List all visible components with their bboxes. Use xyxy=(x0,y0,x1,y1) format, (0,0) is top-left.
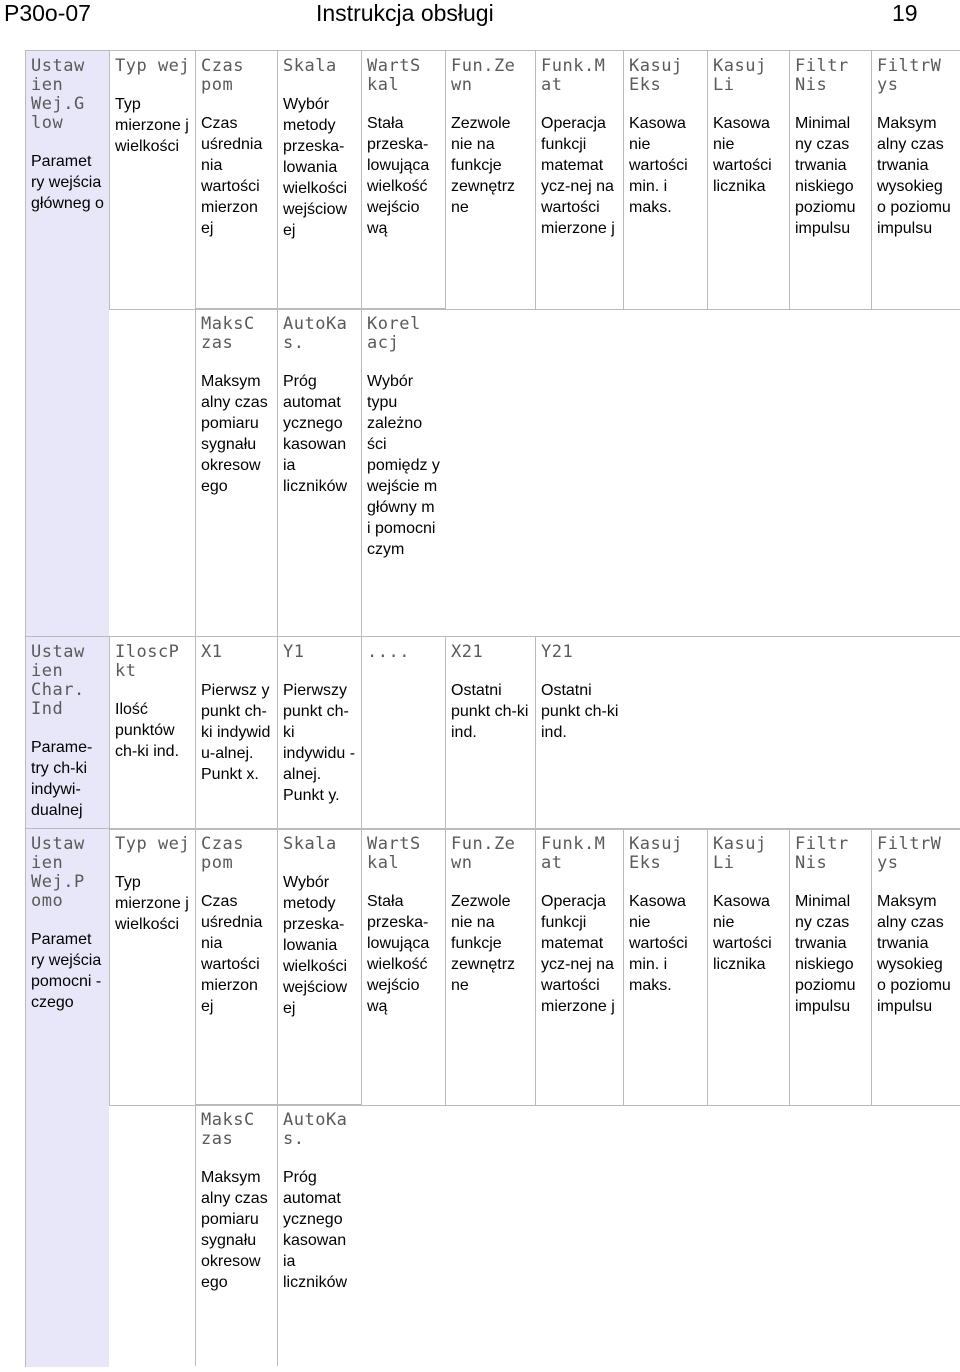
parameter-description: Pierwsz y punkt ch-ki indywid u-alnej. Punkt x. xyxy=(201,682,271,783)
parameter-description: Wybór metody przeska- lowania wielkości wejściow ej xyxy=(283,96,348,239)
menu-item xyxy=(195,637,277,829)
submenu-item xyxy=(195,308,277,636)
menu-item xyxy=(277,637,361,829)
page-number: 19 xyxy=(892,0,918,26)
parameter-code: MaksC zas xyxy=(201,314,255,353)
parameter-code: Ustaw ien Char. Ind xyxy=(31,642,85,719)
parameter-code: Fun.Ze wn xyxy=(451,834,516,873)
parameter-description: Stała przeska- lowująca wielkość wejścio wą xyxy=(367,893,430,1015)
menu-item xyxy=(195,51,277,309)
parameter-description: Typ mierzone j wielkości xyxy=(115,96,189,155)
parameter-description: Ilość punktów ch-ki ind. xyxy=(115,701,180,760)
parameter-description: Paramet ry wejścia pomocni - czego xyxy=(31,931,102,1011)
parameter-code: Kasuj Li xyxy=(713,56,767,95)
parameter-code: Czas pom xyxy=(201,56,244,95)
parameter-code: Korel acj xyxy=(367,314,421,353)
parameter-code: Filtr Nis xyxy=(795,834,849,873)
parameter-description: Kasowa nie wartości licznika xyxy=(713,893,772,973)
parameter-description: Stała przeska- lowująca wielkość wejścio wą xyxy=(367,115,430,237)
parameter-description: Operacja funkcji matemat ycz-nej na wartości mierzone j xyxy=(541,893,615,1015)
menu-item xyxy=(871,51,960,309)
parameter-code: Typ wej xyxy=(115,834,191,854)
parameter-code: IloscP kt xyxy=(115,642,180,681)
parameter-description: Zezwole nie na funkcje zewnętrz ne xyxy=(451,115,516,216)
parameter-description: Pierwszy punkt ch-ki indywidu -alnej. Punkt y. xyxy=(283,682,356,804)
parameter-code: Skala xyxy=(283,834,337,854)
parameter-description: Kasowa nie wartości min. i maks. xyxy=(629,115,688,216)
page-header xyxy=(0,0,960,40)
parameter-description: Maksym alny czas pomiaru sygnału okresow ego xyxy=(201,1169,268,1291)
parameter-code: MaksC zas xyxy=(201,1110,255,1149)
menu-item xyxy=(445,51,535,309)
parameter-description: Maksym alny czas trwania wysokieg o poziomu impulsu xyxy=(877,893,951,1015)
parameter-description: Minimal ny czas trwania niskiego poziomu impulsu xyxy=(795,893,856,1015)
submenu-item xyxy=(277,308,361,636)
menu-row-row_pomo xyxy=(25,828,960,1106)
menu-item xyxy=(109,637,195,829)
parameter-code: Filtr Nis xyxy=(795,56,849,95)
parameter-code: Kasuj Eks xyxy=(629,56,683,95)
parameter-description: Czas uśrednia nia wartości mierzon ej xyxy=(201,893,263,1015)
parameter-code: Typ wej xyxy=(115,56,191,76)
menu-item xyxy=(361,829,445,1105)
parameter-description: Czas uśrednia nia wartości mierzon ej xyxy=(201,115,263,237)
parameter-description: Próg automat ycznego kasowan ia liczników xyxy=(283,1169,348,1291)
submenu-row-row_glow xyxy=(25,308,960,636)
parameter-code: Ustaw ien Wej.P omo xyxy=(31,834,85,911)
parameter-code: FiltrW ys xyxy=(877,834,942,873)
parameter-code: FiltrW ys xyxy=(877,56,942,95)
menu-item xyxy=(361,637,445,829)
menu-item xyxy=(789,829,871,1105)
menu-item xyxy=(195,829,277,1105)
parameter-description: Paramet ry wejścia główneg o xyxy=(31,153,104,212)
menu-item xyxy=(535,51,623,309)
parameter-code: X1 xyxy=(201,642,223,662)
parameter-code: AutoKa s. xyxy=(283,314,348,353)
menu-item xyxy=(445,829,535,1105)
parameter-code: .... xyxy=(367,642,410,662)
submenu-item xyxy=(195,1104,277,1366)
parameter-description: Wybór typu zależno ści pomiędz y wejście m główny m i pomocni czym xyxy=(367,373,440,558)
menu-item xyxy=(707,51,789,309)
parameter-code: Fun.Ze wn xyxy=(451,56,516,95)
menu-item xyxy=(109,51,195,309)
menu-item xyxy=(445,637,535,829)
parameter-description: Maksym alny czas pomiaru sygnału okresow ego xyxy=(201,373,268,495)
menu-item xyxy=(789,51,871,309)
parameter-description: Parame- try ch-ki indywi- dualnej xyxy=(31,739,93,819)
parameter-description: Próg automat ycznego kasowan ia liczników xyxy=(283,373,348,495)
parameter-description: Operacja funkcji matemat ycz-nej na wartości mierzone j xyxy=(541,115,615,237)
menu-item xyxy=(535,829,623,1105)
parameter-description: Wybór metody przeska- lowania wielkości wejściow ej xyxy=(283,874,348,1017)
parameter-code: Ustaw ien Wej.G low xyxy=(31,56,85,133)
document-title: Instrukcja obsługi xyxy=(316,0,494,26)
parameter-code: WartS kal xyxy=(367,56,421,95)
parameter-description: Ostatni punkt ch-ki ind. xyxy=(541,682,619,741)
submenu-item xyxy=(277,1104,361,1366)
menu-item xyxy=(623,51,707,309)
submenu-row-row_pomo xyxy=(25,1104,960,1366)
parameter-description: Ostatni punkt ch-ki ind. xyxy=(451,682,529,741)
parameter-code: Kasuj Eks xyxy=(629,834,683,873)
parameter-description: Minimal ny czas trwania niskiego poziomu impulsu xyxy=(795,115,856,237)
menu-row-row_glow xyxy=(25,50,960,310)
document-code: P30o-07 xyxy=(4,0,91,26)
menu-item xyxy=(707,829,789,1105)
parameter-code: Czas pom xyxy=(201,834,244,873)
parameter-code: AutoKa s. xyxy=(283,1110,348,1149)
menu-row-row_char xyxy=(25,636,960,830)
menu-group xyxy=(25,637,109,829)
parameter-code: WartS kal xyxy=(367,834,421,873)
menu-item xyxy=(277,829,361,1105)
parameter-code: Y21 xyxy=(541,642,574,662)
parameter-description: Typ mierzone j wielkości xyxy=(115,874,189,933)
parameter-code: Kasuj Li xyxy=(713,834,767,873)
parameter-description: Kasowa nie wartości licznika xyxy=(713,115,772,195)
parameter-description: Maksym alny czas trwania wysokieg o poziomu impulsu xyxy=(877,115,951,237)
menu-item xyxy=(277,51,361,309)
menu-item xyxy=(871,829,960,1105)
parameter-code: Y1 xyxy=(283,642,305,662)
parameter-code: Skala xyxy=(283,56,337,76)
parameter-description: Kasowa nie wartości min. i maks. xyxy=(629,893,688,994)
parameter-description: Zezwole nie na funkcje zewnętrz ne xyxy=(451,893,516,994)
menu-item xyxy=(535,637,623,829)
menu-item xyxy=(109,829,195,1105)
submenu-item xyxy=(361,308,445,636)
parameter-code: X21 xyxy=(451,642,484,662)
menu-item xyxy=(623,829,707,1105)
parameter-code: Funk.M at xyxy=(541,56,606,95)
menu-item xyxy=(361,51,445,309)
parameter-code: Funk.M at xyxy=(541,834,606,873)
